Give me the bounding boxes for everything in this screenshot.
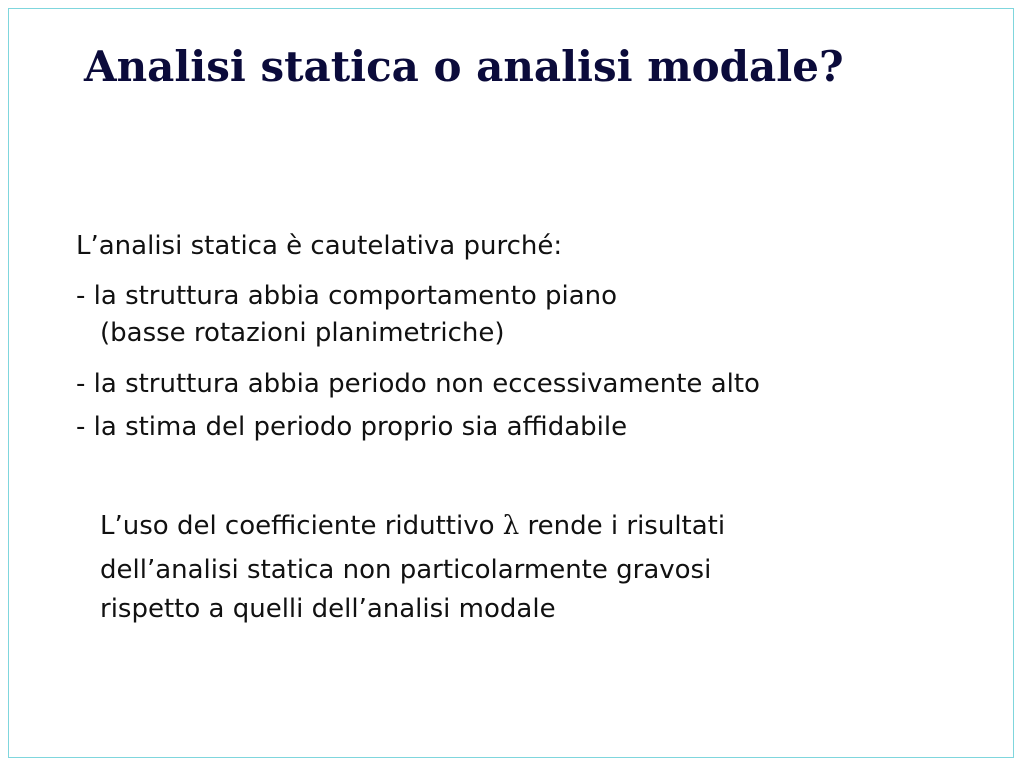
condition-item: - la struttura abbia periodo non eccessivamente alto xyxy=(76,369,760,399)
lambda-symbol: λ xyxy=(502,511,520,541)
note-line-1 xyxy=(100,511,725,542)
condition-item: - la struttura abbia comportamento piano xyxy=(76,281,618,311)
slide-title: Analisi statica o analisi modale? xyxy=(84,42,844,91)
note-line-1-start: L’uso del coefficiente riduttivo xyxy=(100,511,503,541)
note-line-2: dell’analisi statica non particolarmente gravosi xyxy=(100,555,712,585)
note-line-3: rispetto a quelli dell’analisi modale xyxy=(100,594,556,624)
condition-item: - la stima del periodo proprio sia affidabile xyxy=(76,412,628,442)
condition-item-detail: (basse rotazioni planimetriche) xyxy=(100,318,505,348)
note-line-1-end: rende i risultati xyxy=(519,511,726,541)
intro-text: L’analisi statica è cautelativa purché: xyxy=(76,231,563,261)
